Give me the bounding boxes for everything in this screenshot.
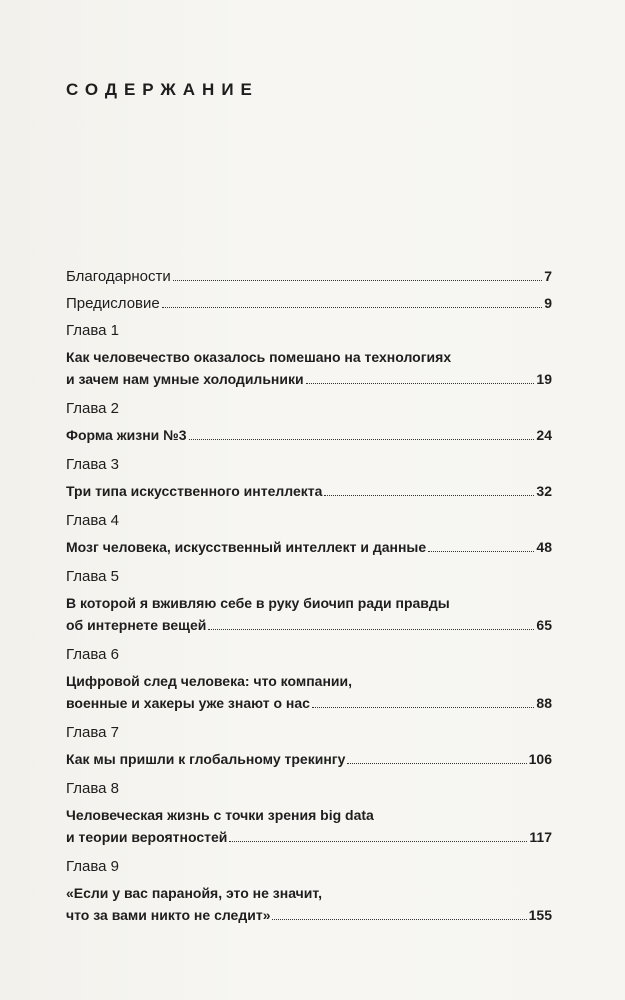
toc-page-number: 24: [536, 427, 552, 443]
chapter-title-line: Человеческая жизнь с точки зрения big data: [66, 807, 374, 823]
chapter-title-line: что за вами никто не следит»: [66, 907, 271, 923]
chapter-label: Глава 4: [66, 512, 120, 529]
toc-page-number: 155: [528, 907, 552, 923]
chapter-label: Глава 7: [66, 724, 120, 741]
chapter-title-line: Три типа искусственного интеллекта: [66, 483, 323, 499]
toc-page-number: 106: [528, 751, 552, 767]
leader-dots: [347, 762, 526, 764]
leader-dots: [428, 550, 534, 552]
leader-dots: [306, 382, 535, 384]
leader-dots: [189, 438, 535, 440]
chapter-title-line: Как мы пришли к глобальному трекингу: [66, 751, 346, 767]
chapter-title: [66, 882, 552, 926]
toc-chapter[interactable]: [66, 512, 552, 558]
chapter-title: [66, 536, 552, 558]
leader-dots: [208, 628, 534, 630]
chapter-title-line: военные и хакеры уже знают о нас: [66, 695, 310, 711]
toc-entry-title: Благодарности: [66, 268, 171, 285]
chapter-title-line: Как человечество оказалось помешано на технологиях: [66, 349, 452, 365]
toc-chapter[interactable]: [66, 400, 552, 446]
leader-dots: [229, 840, 527, 842]
chapter-title: [66, 592, 552, 636]
toc-page-number: 32: [536, 483, 552, 499]
toc-page-number: 7: [544, 268, 552, 284]
chapter-label: Глава 8: [66, 780, 120, 797]
toc-chapter[interactable]: [66, 568, 552, 636]
toc-entry-acknowledgements[interactable]: [66, 268, 552, 285]
toc-chapter[interactable]: [66, 322, 552, 390]
toc-chapter[interactable]: [66, 646, 552, 714]
leader-dots: [324, 494, 534, 496]
chapter-title-line: Форма жизни №3: [66, 427, 187, 443]
chapter-label: Глава 3: [66, 456, 120, 473]
toc-page-number: 19: [536, 371, 552, 387]
chapter-title-line: Мозг человека, искусственный интеллект и данные: [66, 539, 427, 555]
leader-dots: [272, 918, 526, 920]
toc-page-number: 48: [536, 539, 552, 555]
chapter-title-line: и зачем нам умные холодильники: [66, 371, 304, 387]
toc-entry-title: Предисловие: [66, 295, 160, 312]
toc-chapter[interactable]: [66, 858, 552, 926]
leader-dots: [312, 706, 534, 708]
toc-page-number: 9: [544, 295, 552, 311]
chapter-title: [66, 670, 552, 714]
chapter-title-line: и теории вероятностей: [66, 829, 228, 845]
bleed-through-text: [305, 80, 605, 182]
toc-entry-preface[interactable]: [66, 295, 552, 312]
chapter-label: Глава 1: [66, 322, 120, 339]
chapter-title: [66, 748, 552, 770]
page-title: СОДЕРЖАНИЕ: [66, 80, 259, 99]
toc-page-number: 88: [536, 695, 552, 711]
chapter-title-line: об интернете вещей: [66, 617, 207, 633]
chapter-title: [66, 804, 552, 848]
leader-dots: [173, 279, 542, 281]
toc-chapter[interactable]: [66, 724, 552, 770]
toc-page-number: 65: [536, 617, 552, 633]
toc-chapter[interactable]: [66, 780, 552, 848]
chapter-label: Глава 2: [66, 400, 120, 417]
chapter-title: [66, 424, 552, 446]
toc-page-number: 117: [529, 829, 552, 845]
chapter-label: Глава 9: [66, 858, 120, 875]
chapter-label: Глава 6: [66, 646, 120, 663]
chapter-title-line: В которой я вживляю себе в руку биочип ради правды: [66, 595, 450, 611]
chapter-title-line: «Если у вас паранойя, это не значит,: [66, 885, 323, 901]
chapter-title: [66, 346, 552, 390]
chapter-title: [66, 480, 552, 502]
table-of-contents: [66, 268, 552, 926]
toc-chapter[interactable]: [66, 456, 552, 502]
chapter-label: Глава 5: [66, 568, 120, 585]
leader-dots: [162, 306, 542, 308]
chapter-title-line: Цифровой след человека: что компании,: [66, 673, 353, 689]
